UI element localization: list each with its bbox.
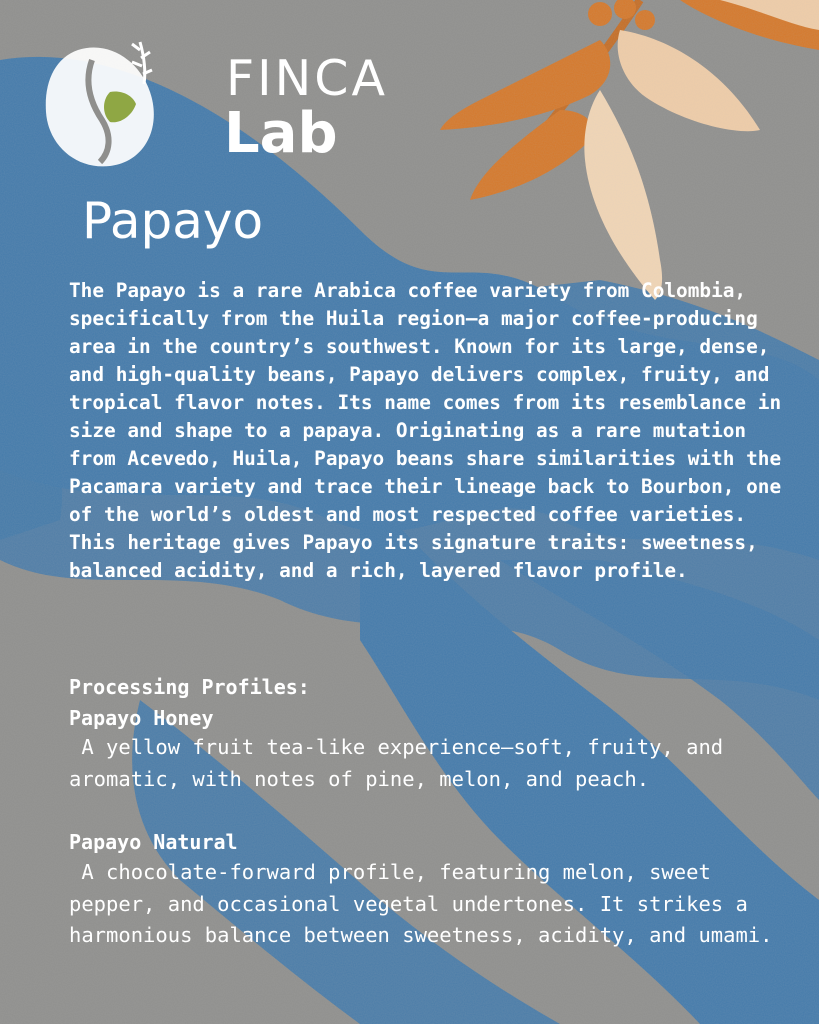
processing-heading: Processing Profiles:	[69, 675, 310, 699]
profile-name-natural: Papayo Natural	[69, 830, 238, 854]
profile-name-honey: Papayo Honey	[69, 706, 214, 730]
logo-word-lab: Lab	[224, 101, 338, 166]
finca-lab-logo	[40, 32, 389, 172]
profile-description-honey: A yellow fruit tea-like experience—soft, fruity, and aromatic, with notes of pine, melon, and peach.	[69, 735, 736, 791]
intro-paragraph: The Papayo is a rare Arabica coffee variety from Colombia, specifically from the Huila region—a major coffee-producing area in the country’s southwest. Known for its large, dense, and high-quality beans, Papayo delivers complex, fruity, and tropical flavor notes. Its name comes from its resemblance in size and shape to a papaya. Originating as a rare mutation from Acevedo, Huila, Papayo beans share similarities with the Pacamara variety and trace their lineage back to Bourbon, one of the world’s oldest and most respected coffee varieties. This heritage gives Papayo its signature traits: sweetness, balanced acidity, and a rich, layered flavor profile.	[69, 279, 782, 582]
coffee-bean-logo-icon	[40, 32, 180, 172]
profile-description-natural: A chocolate-forward profile, featuring melon, sweet pepper, and occasional vegetal undertones. It strikes a harmonious balance between sweetness, acidity, and umami.	[69, 860, 773, 947]
page-title: Papayo	[82, 192, 264, 250]
logo-word-finca: FINCA	[226, 50, 389, 107]
